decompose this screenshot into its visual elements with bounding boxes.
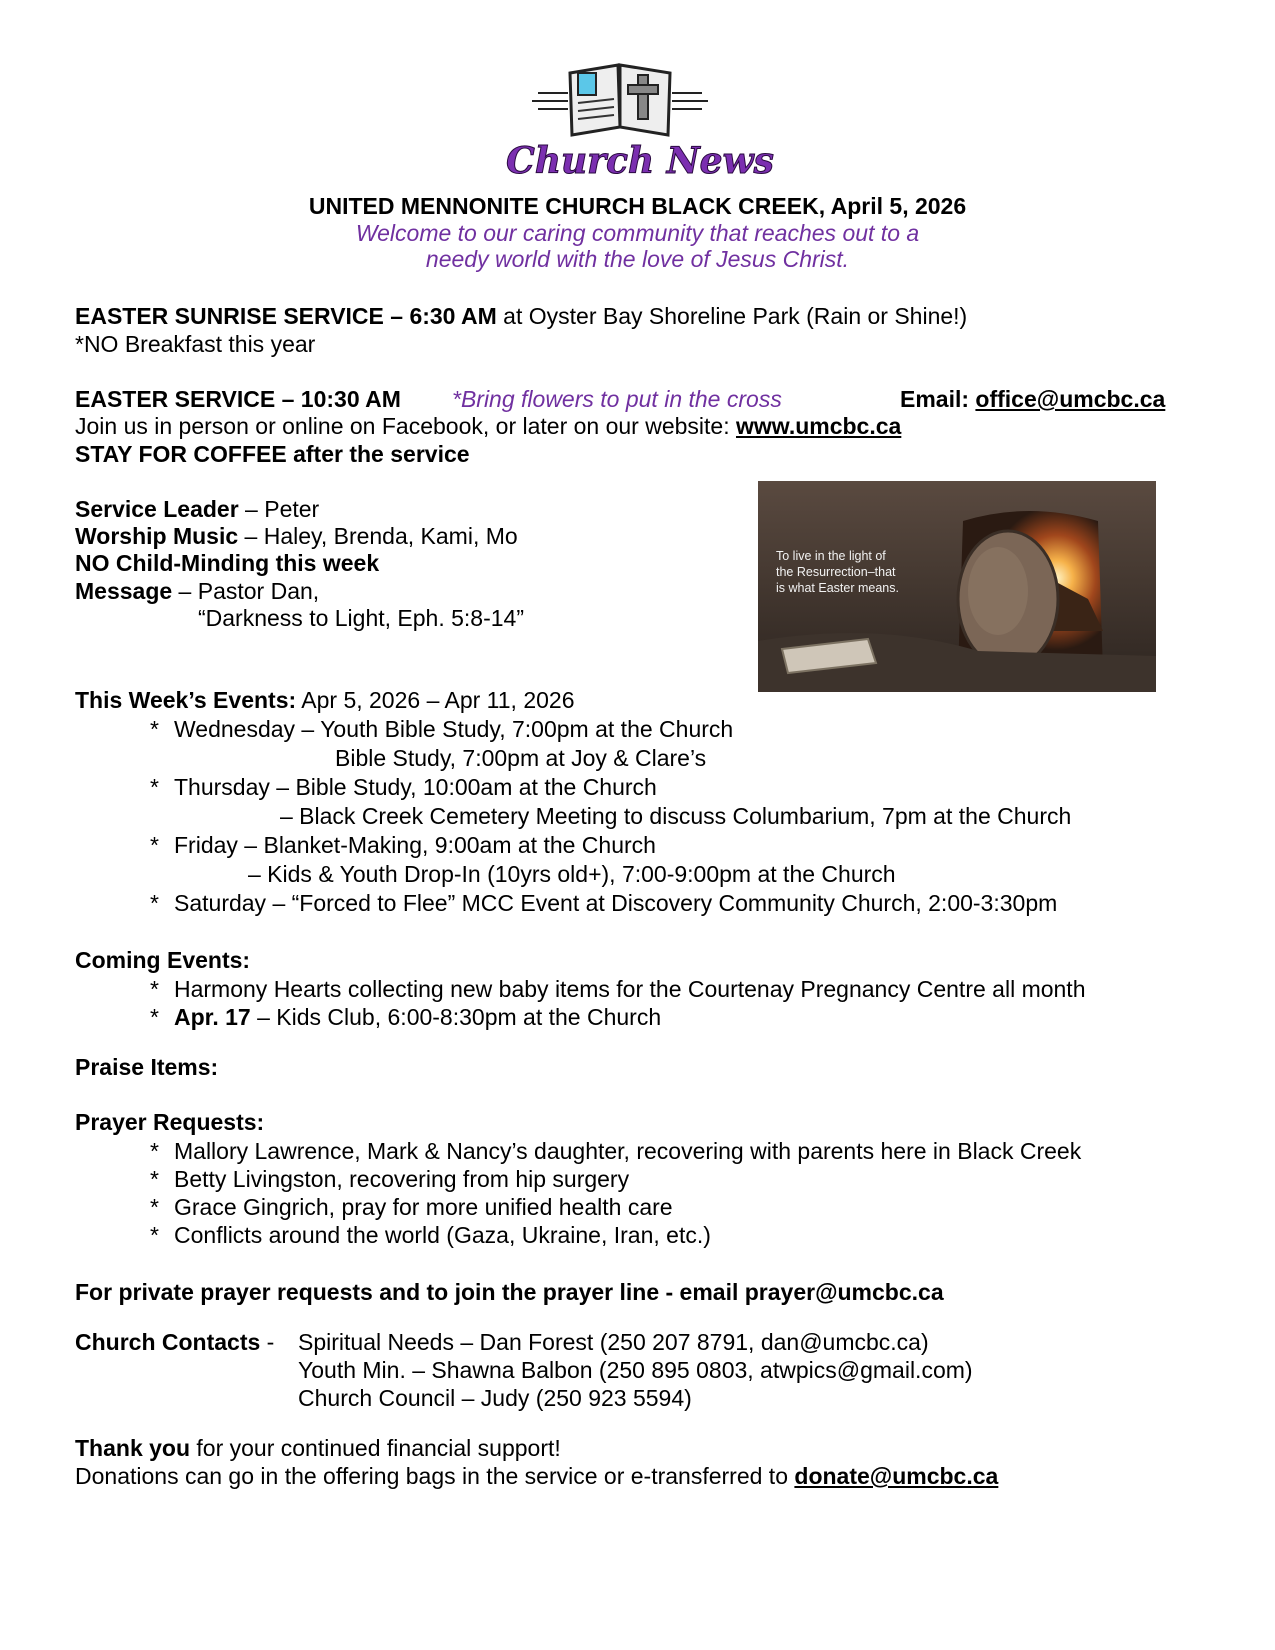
praise-items xyxy=(75,1053,218,1081)
contact-line-1: Spiritual Needs – Dan Forest (250 207 8791, dan@umcbc.ca) xyxy=(298,1329,929,1355)
flowers-note: *Bring flowers to put in the cross xyxy=(452,386,782,412)
coming-event-2 xyxy=(150,1003,661,1031)
bullet: * xyxy=(150,774,159,800)
church-contacts-dash: - xyxy=(260,1329,275,1355)
coming-event-2-date: Apr. 17 xyxy=(174,1004,251,1030)
welcome-line-2: needy world with the love of Jesus Christ. xyxy=(425,246,850,272)
service-leader xyxy=(75,495,319,523)
event-saturday xyxy=(150,889,1057,917)
event-thursday-text: Thursday – Bible Study, 10:00am at the Church xyxy=(174,774,657,800)
message xyxy=(75,577,319,605)
coming-event-1 xyxy=(150,975,1086,1003)
coffee-note: STAY FOR COFFEE after the service xyxy=(75,441,470,467)
welcome-line-1: Welcome to our caring community that reaches out to a xyxy=(355,220,920,246)
prayer-item-text: Betty Livingston, recovering from hip surgery xyxy=(174,1166,630,1192)
bullet: * xyxy=(150,1166,159,1192)
sunrise-location: at Oyster Bay Shoreline Park (Rain or Shine!) xyxy=(496,303,968,329)
join-text: Join us in person or online on Facebook, or later on our website: xyxy=(75,413,736,439)
contact-line-2: Youth Min. – Shawna Balbon (250 895 0803, atwpics@gmail.com) xyxy=(298,1357,973,1383)
empty-tomb-image xyxy=(758,481,1156,692)
easter-service-title: EASTER SERVICE – 10:30 AM xyxy=(75,386,401,412)
bullet: * xyxy=(150,890,159,916)
bullet: * xyxy=(150,976,159,1002)
worship-music xyxy=(75,522,518,550)
contact-line-3: Church Council – Judy (250 923 5594) xyxy=(298,1385,692,1411)
thank-you-bold: Thank you xyxy=(75,1435,191,1461)
praise-items-label: Praise Items xyxy=(75,1054,211,1080)
prayer-item xyxy=(150,1137,1081,1165)
coming-event-2-text: – Kids Club, 6:00-8:30pm at the Church xyxy=(250,1004,662,1030)
event-saturday-text: Saturday – “Forced to Flee” MCC Event at Discovery Community Church, 2:00-3:30pm xyxy=(174,890,1058,916)
prayer-requests-colon: : xyxy=(256,1109,265,1135)
coming-event-1-text: Harmony Hearts collecting new baby items for the Courtenay Pregnancy Centre all month xyxy=(174,976,1086,1002)
event-wednesday-text: Wednesday – Youth Bible Study, 7:00pm at the Church xyxy=(174,716,734,742)
sunrise-note: *NO Breakfast this year xyxy=(75,331,316,357)
worship-music-value: – Haley, Brenda, Kami, Mo xyxy=(238,523,518,549)
thank-you-line xyxy=(75,1434,561,1462)
sunrise-title: EASTER SUNRISE SERVICE – 6:30 AM xyxy=(75,303,497,329)
worship-music-label: Worship Music xyxy=(75,523,239,549)
message-label: Message xyxy=(75,578,173,604)
bullet: * xyxy=(150,1222,159,1248)
message-title: “Darkness to Light, Eph. 5:8-14” xyxy=(198,605,524,631)
image-caption: To live in the light of the Resurrection–that is what Easter means. xyxy=(776,549,899,595)
office-email-link[interactable]: office@umcbc.ca xyxy=(975,386,1166,412)
service-leader-label: Service Leader xyxy=(75,496,239,522)
donate-email-link[interactable]: donate@umcbc.ca xyxy=(794,1463,999,1489)
this-weeks-events xyxy=(75,686,575,714)
bullet: * xyxy=(150,1194,159,1220)
event-thursday xyxy=(150,773,657,801)
sunrise-service xyxy=(75,302,967,330)
event-thursday-2: – Black Creek Cemetery Meeting to discuss Columbarium, 7pm at the Church xyxy=(280,803,1072,829)
svg-text:Church News: Church News xyxy=(506,140,774,182)
prayer-item xyxy=(150,1193,673,1221)
child-minding-note: NO Child-Minding this week xyxy=(75,550,380,576)
prayer-requests-label: Prayer Requests xyxy=(75,1109,257,1135)
join-line xyxy=(75,412,901,440)
event-wednesday-2: Bible Study, 7:00pm at Joy & Clare’s xyxy=(335,745,707,771)
private-prayer-line: For private prayer requests and to join the prayer line - email prayer@umcbc.ca xyxy=(75,1279,944,1305)
prayer-item-text: Conflicts around the world (Gaza, Ukraine, Iran, etc.) xyxy=(174,1222,711,1248)
coming-events xyxy=(75,946,250,974)
prayer-item-text: Mallory Lawrence, Mark & Nancy’s daughter, recovering with parents here in Black Creek xyxy=(174,1138,1082,1164)
page-title: UNITED MENNONITE CHURCH BLACK CREEK, April 5, 2026 xyxy=(308,193,967,219)
email-line xyxy=(900,385,1165,413)
donations-text: Donations can go in the offering bags in the service or e-transferred to xyxy=(75,1463,795,1489)
email-label: Email: xyxy=(900,386,976,412)
coming-events-label: Coming Events xyxy=(75,947,243,973)
praise-items-colon: : xyxy=(210,1054,219,1080)
this-weeks-events-label: This Week’s Events: xyxy=(75,687,297,713)
prayer-item xyxy=(150,1221,711,1249)
website-link[interactable]: www.umcbc.ca xyxy=(736,413,902,439)
message-value: – Pastor Dan, xyxy=(172,578,320,604)
prayer-item-text: Grace Gingrich, pray for more unified health care xyxy=(174,1194,673,1220)
thank-you-text: for your continued financial support! xyxy=(190,1435,561,1461)
bullet: * xyxy=(150,716,159,742)
event-wednesday xyxy=(150,715,733,743)
prayer-item xyxy=(150,1165,629,1193)
coming-events-colon: : xyxy=(242,947,251,973)
service-leader-value: – Peter xyxy=(238,496,320,522)
prayer-requests xyxy=(75,1108,264,1136)
bullet: * xyxy=(150,1138,159,1164)
event-friday xyxy=(150,831,656,859)
church-contacts-label: Church Contacts xyxy=(75,1329,261,1355)
church-news-logo xyxy=(506,55,774,185)
bullet: * xyxy=(150,1004,159,1030)
event-friday-2: – Kids & Youth Drop-In (10yrs old+), 7:00-9:00pm at the Church xyxy=(248,861,896,887)
event-friday-text: Friday – Blanket-Making, 9:00am at the Church xyxy=(174,832,656,858)
this-weeks-events-range: Apr 5, 2026 – Apr 11, 2026 xyxy=(296,687,575,713)
bullet: * xyxy=(150,832,159,858)
church-contacts xyxy=(75,1328,274,1356)
donations-line xyxy=(75,1462,998,1490)
